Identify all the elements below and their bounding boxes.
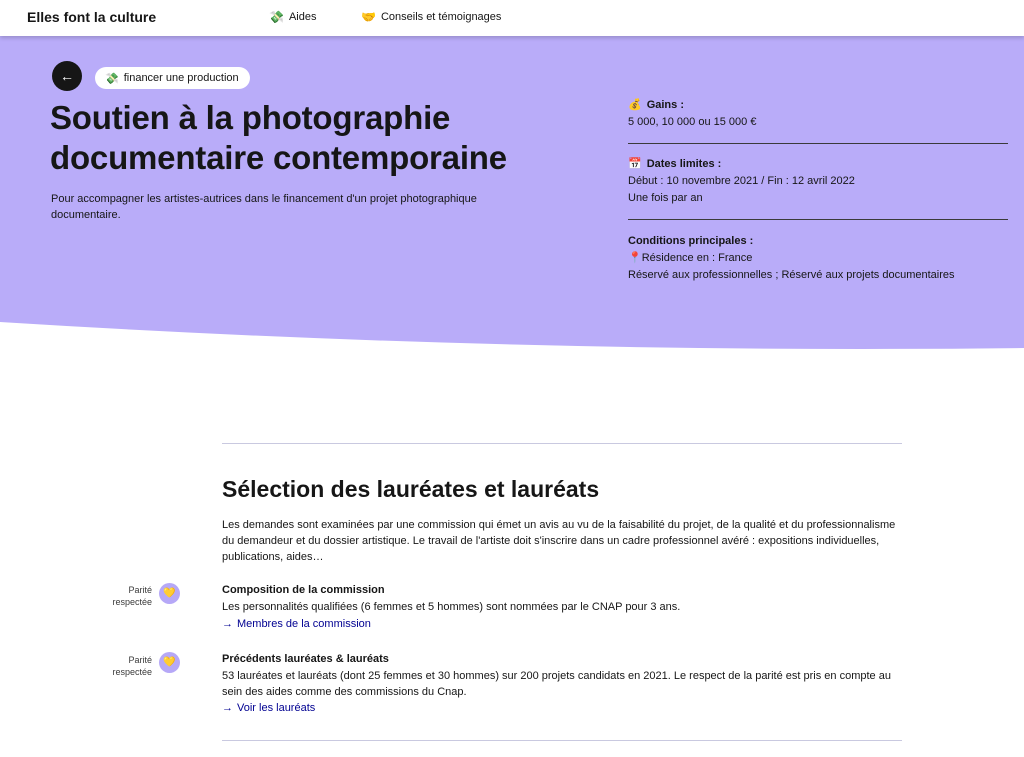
section-description: Les demandes sont examinées par une commission qui émet un avis au vu de la faisabilité du projet, de la qualité et du professionnalisme du demandeur et du dossier artistique. Le travail de l'artiste doit s'inscrire dans un cadre professionnel avéré : expositions individuelles, publications, aides… (222, 519, 896, 563)
parity-label-line2: respectée (112, 597, 152, 607)
calendar-icon: 📅 (628, 158, 642, 170)
info-conditions (628, 233, 1008, 284)
item-title-laureates: Précédents lauréates & lauréats (222, 653, 389, 665)
info-divider (628, 143, 1008, 144)
site-brand[interactable]: Elles font la culture (27, 9, 157, 25)
section-divider (222, 740, 902, 741)
parity-label (100, 654, 152, 678)
parity-label-line1: Parité (128, 585, 152, 595)
dates-label: Dates limites : (646, 158, 722, 170)
money-wings-icon: 💸 (269, 10, 284, 24)
arrow-right-icon: → (222, 702, 233, 714)
item-text-commission: Les personnalités qualifiées (6 femmes et 5 hommes) sont nommées par le CNAP pour 3 ans. (222, 601, 681, 613)
back-button[interactable] (52, 61, 82, 91)
conditions-label: Conditions principales : (628, 235, 754, 247)
nav-link-label: Conseils et témoignages (380, 11, 502, 23)
heart-icon: 💛 (163, 657, 176, 668)
parity-badge (159, 583, 180, 604)
nav-link-conseils[interactable] (361, 11, 501, 23)
parity-label (100, 584, 152, 608)
money-bag-icon: 💰 (628, 99, 642, 111)
page-title-line1: Soutien à la photographie (50, 99, 451, 136)
info-gains (628, 97, 1008, 131)
nav-link-aides[interactable] (269, 11, 316, 23)
dates-frequency: Une fois par an (628, 192, 703, 204)
top-navigation (0, 0, 1024, 36)
category-tag-label: financer une production (123, 72, 239, 84)
page-title (50, 98, 570, 178)
gains-label-row (628, 97, 1008, 114)
money-wings-icon: 💸 (105, 72, 119, 85)
gains-label: Gains : (646, 99, 684, 111)
link-commission-members[interactable] (222, 618, 371, 630)
nav-link-label: Aides (288, 11, 317, 23)
arrow-left-icon: ← (60, 68, 74, 84)
conditions-reserved: Réservé aux professionnelles ; Réservé aux projets documentaires (628, 269, 955, 281)
section-title: Sélection des lauréates et lauréats (222, 476, 600, 502)
conditions-residence: Résidence en : France (641, 252, 753, 264)
page-intro: Pour accompagner les artistes-autrices dans le financement d'un projet photographique documentaire. (51, 193, 477, 221)
link-label: Membres de la commission (237, 618, 371, 630)
parity-label-line2: respectée (112, 667, 152, 677)
page-title-line2: documentaire contemporaine (50, 139, 507, 176)
heart-icon: 💛 (163, 588, 176, 599)
arrow-right-icon: → (222, 618, 233, 630)
parity-badge (159, 652, 180, 673)
handshake-icon: 🤝 (361, 10, 376, 24)
item-text-laureates: 53 lauréates et lauréats (dont 25 femmes et 30 hommes) sur 200 projets candidats en 2021. Le respect de la parité est pris en compte au sein des aides comme des commissions du Cnap. (222, 670, 891, 698)
link-label: Voir les lauréats (237, 702, 316, 714)
category-tag[interactable] (95, 67, 250, 89)
dates-label-row (628, 156, 1008, 173)
item-title-commission: Composition de la commission (222, 584, 385, 596)
dates-range: Début : 10 novembre 2021 / Fin : 12 avril 2022 (628, 175, 855, 187)
pin-icon: 📍 (628, 252, 642, 264)
section-divider (222, 443, 902, 444)
info-dates (628, 156, 1008, 207)
conditions-residence-row (628, 250, 1008, 267)
parity-label-line1: Parité (128, 655, 152, 665)
link-see-laureates[interactable] (222, 702, 315, 714)
info-divider (628, 219, 1008, 220)
gains-value: 5 000, 10 000 ou 15 000 € (628, 116, 757, 128)
